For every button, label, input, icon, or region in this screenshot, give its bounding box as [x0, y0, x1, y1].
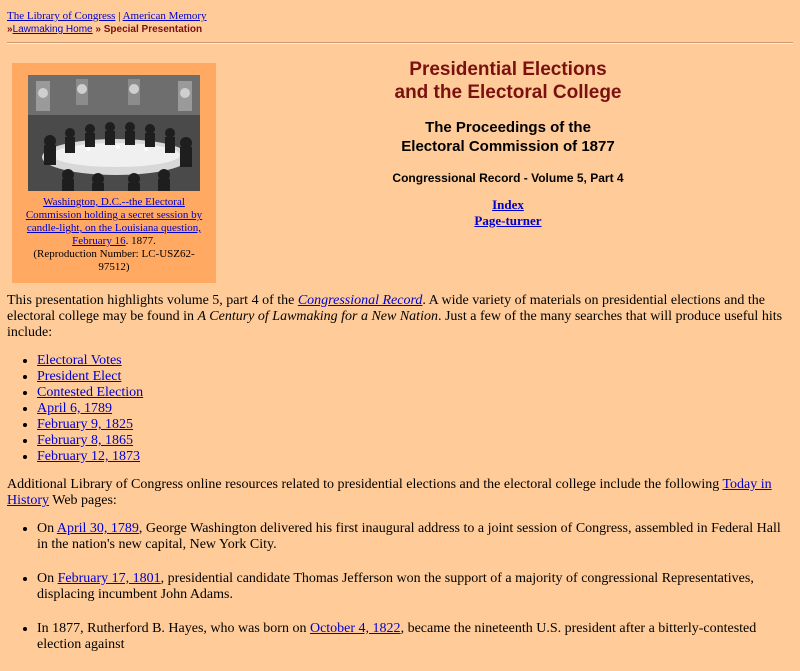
intro-text-2: . A wide variety of materials on presidential elections and the electoral college may be found in	[7, 293, 765, 324]
page-header	[300, 58, 716, 229]
history-prefix: On	[37, 521, 57, 536]
breadcrumb	[7, 23, 207, 37]
history-text: , presidential candidate Thomas Jefferson won the support of a majority of congressional Representatives, displacing incumbent John Adams.	[37, 571, 754, 602]
caption-year: . 1877.	[125, 235, 156, 247]
history-prefix: On	[37, 571, 58, 586]
history-link-october-4-1822[interactable]: October 4, 1822	[309, 621, 401, 636]
top-navigation	[7, 9, 207, 37]
illustration-box	[12, 63, 216, 283]
additional-text-2: Web pages:	[49, 493, 117, 508]
congressional-record-link[interactable]	[298, 293, 423, 308]
list-item	[37, 401, 793, 417]
intro-paragraph	[7, 293, 793, 341]
history-link-february-17-1801[interactable]: February 17, 1801	[57, 571, 161, 586]
page-title	[300, 58, 716, 104]
breadcrumb-separator: »	[95, 24, 101, 35]
breadcrumb-current: Special Presentation	[103, 24, 203, 35]
reproduction-number: (Reproduction Number: LC-USZ62-97512)	[33, 248, 195, 273]
history-prefix: In 1877, Rutherford B. Hayes, who was born on	[37, 621, 310, 636]
list-item	[37, 417, 793, 433]
search-link-february-12-1873[interactable]: February 12, 1873	[37, 449, 141, 464]
page-subtitle-line2: Electoral Commission of 1877	[401, 138, 615, 155]
list-item	[37, 433, 793, 449]
list-item	[37, 385, 793, 401]
intro-text-3: . Just a few of the many searches that will produce useful hits include:	[7, 309, 783, 340]
history-text: , became the nineteenth U.S. president after a bitterly-contested election against	[37, 621, 757, 652]
index-link[interactable]: Index	[492, 197, 524, 212]
list-item	[37, 369, 793, 385]
engraving-caption-link[interactable]: Washington, D.C.--the Electoral Commission holding a secret session by candle-light, on the Louisiana question, February 16	[25, 196, 203, 247]
additional-text-1: Additional Library of Congress online resources related to presidential elections and the electoral college include the following	[7, 477, 723, 492]
lawmaking-home-link[interactable]: Lawmaking Home	[12, 24, 93, 35]
presentation-links	[300, 197, 716, 229]
list-item	[37, 449, 793, 465]
search-link-president-elect[interactable]: President Elect	[37, 369, 122, 384]
today-in-history-list	[7, 521, 793, 653]
nav-separator: |	[118, 10, 121, 22]
page-title-line2: and the Electoral College	[394, 82, 622, 103]
page-subtitle-line1: The Proceedings of the	[425, 119, 591, 136]
breadcrumb-arrow: »	[7, 24, 13, 35]
search-link-electoral-votes[interactable]: Electoral Votes	[37, 353, 122, 368]
electoral-commission-engraving[interactable]	[28, 75, 200, 191]
page-title-line1: Presidential Elections	[409, 59, 607, 80]
search-link-february-9-1825[interactable]: February 9, 1825	[37, 417, 134, 432]
intro-text-1: This presentation highlights volume 5, part 4 of the	[7, 293, 298, 308]
main-content	[7, 293, 793, 671]
century-of-lawmaking-title: A Century of Lawmaking for a New Nation	[197, 309, 438, 324]
list-item	[37, 621, 793, 653]
list-item	[37, 521, 793, 553]
page-subtitle	[300, 118, 716, 156]
library-of-congress-link[interactable]: The Library of Congress	[7, 10, 116, 22]
list-item	[37, 353, 793, 369]
search-link-february-8-1865[interactable]: February 8, 1865	[37, 433, 134, 448]
history-text: , George Washington delivered his first inaugural address to a joint session of Congress, assembled in Federal Hall in the nation's new capital, New York City.	[37, 521, 781, 552]
additional-resources-paragraph	[7, 477, 793, 509]
american-memory-link[interactable]: American Memory	[122, 10, 207, 22]
list-item	[37, 571, 793, 603]
header-divider	[7, 42, 793, 44]
today-in-history-link[interactable]: Today in History	[7, 477, 772, 508]
search-link-april-6-1789[interactable]: April 6, 1789	[37, 401, 113, 416]
search-terms-list	[7, 353, 793, 465]
illustration-caption	[18, 196, 210, 274]
record-volume: Congressional Record - Volume 5, Part 4	[392, 171, 624, 185]
history-link-april-30-1789[interactable]: April 30, 1789	[56, 521, 139, 536]
search-link-contested-election[interactable]: Contested Election	[37, 385, 144, 400]
engraving-image	[28, 75, 200, 191]
congressional-record-link-text: Congressional Record	[297, 293, 423, 308]
page-turner-link[interactable]: Page-turner	[474, 213, 542, 228]
